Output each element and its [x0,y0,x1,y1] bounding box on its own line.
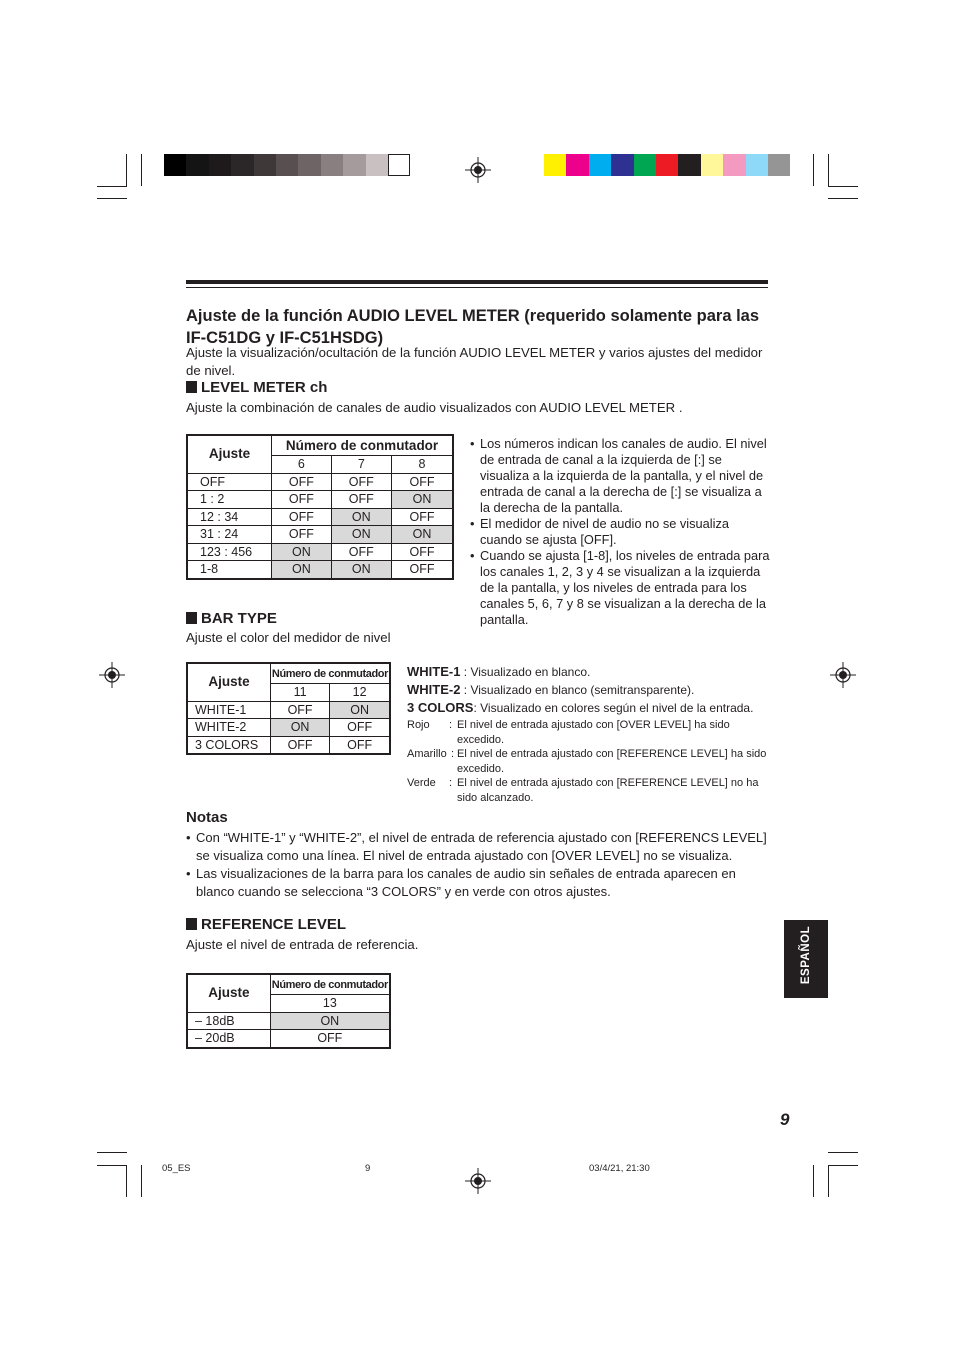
color-swatch [723,154,745,176]
column-header-ajuste: Ajuste [187,663,270,701]
switch-number: 8 [392,456,453,474]
notas-heading: Notas [186,809,228,826]
switch-value: ON [392,526,453,544]
crop-mark [141,1165,142,1197]
registration-mark-icon [830,662,856,688]
table-row [187,491,453,509]
color-swatch [276,154,298,176]
table-row [187,736,390,754]
switch-number: 12 [330,684,390,702]
level-meter-table [186,434,454,580]
color-swatch [366,154,388,176]
reference-level-table [186,973,391,1049]
crop-mark [828,1152,858,1153]
switch-value: ON [331,561,391,579]
color-swatch [231,154,253,176]
notas-list [186,829,776,901]
square-bullet-icon [186,918,197,930]
reference-level-heading: REFERENCE LEVEL [186,916,346,934]
color-swatch [186,154,208,176]
registration-mark-icon [465,1168,491,1194]
table-row [187,508,453,526]
crop-mark [828,198,858,199]
column-header-switch: Número de conmutador [270,974,390,995]
table-row [187,701,390,719]
switch-value: OFF [392,543,453,561]
crop-mark [97,1152,127,1153]
color-definition: Verde : El nivel de entrada ajustado con [REFERENCE LEVEL] no ha sido alcanzado. [407,777,759,804]
footer-page: 9 [365,1163,371,1174]
header-rule-thin [186,287,768,288]
color-swatch [701,154,723,176]
registration-mark-icon [465,157,491,183]
color-definition: Rojo : El nivel de entrada ajustado con [OVER LEVEL] ha sido excedido. [407,719,730,746]
color-swatch [388,154,410,176]
column-header-switch: Número de conmutador [270,663,390,684]
table-row [187,1012,390,1030]
row-label: 31 : 24 [187,526,272,544]
switch-value: ON [270,719,329,737]
color-swatch [343,154,365,176]
level-meter-description: Ajuste la combinación de canales de audio visualizados con AUDIO LEVEL METER . [186,400,683,415]
switch-number: 11 [270,684,329,702]
crop-mark [97,186,127,187]
switch-value: OFF [270,701,329,719]
switch-value: ON [272,543,331,561]
switch-value: OFF [330,736,390,754]
switch-value: OFF [392,508,453,526]
color-swatch [746,154,768,176]
section-title: Ajuste de la función AUDIO LEVEL METER (requerido solamente para las IF-C51DG y IF-C51HSDG) [186,307,760,347]
color-swatch [768,154,790,176]
nota-item: • Con “WHITE-1” y “WHITE-2”, el nivel de entrada de referencia ajustado con [REFERENCS LEVEL] se visualiza como una línea. El nivel de entrada ajustado con [OVER LEVEL] no se visualiza. [186,829,776,865]
switch-value: OFF [392,561,453,579]
color-swatch [209,154,231,176]
row-label: 12 : 34 [187,508,272,526]
switch-number: 7 [331,456,391,474]
table-row [187,526,453,544]
table-row [187,719,390,737]
switch-value: OFF [331,473,391,491]
switch-number: 13 [270,995,390,1013]
bar-type-definitions [407,663,777,805]
switch-value: OFF [272,508,331,526]
switch-number: 6 [272,456,331,474]
switch-value: OFF [272,526,331,544]
row-label: – 20dB [187,1030,270,1048]
color-swatch [611,154,633,176]
crop-mark [126,1165,127,1197]
color-swatch [544,154,566,176]
row-label: 3 COLORS [187,736,270,754]
crop-mark [828,1165,858,1166]
bar-type-table [186,662,391,755]
note-item: • Los números indican los canales de audio. El nivel de entrada de canal a la izquierda de [:] se visualiza a la izquierda de la pantalla, y el nivel de entrada de canal a la derecha de [:] se visualiza a la derecha de la pantalla. [470,436,770,516]
row-label: 1-8 [187,561,272,579]
page-number: 9 [780,1110,790,1129]
crop-mark [813,1165,814,1197]
section-intro: Ajuste la visualización/ocultación de la función AUDIO LEVEL METER y varios ajustes del medidor de nivel. [186,345,763,378]
square-bullet-icon [186,381,197,393]
switch-value: OFF [272,491,331,509]
table-row [187,543,453,561]
crop-mark [97,198,127,199]
switch-value: OFF [331,543,391,561]
row-label: – 18dB [187,1012,270,1030]
row-label: WHITE-1 [187,701,270,719]
level-meter-notes [470,436,770,628]
switch-value: OFF [270,1030,390,1048]
row-label: WHITE-2 [187,719,270,737]
switch-value: OFF [392,473,453,491]
crop-mark [813,154,814,186]
color-swatch [298,154,320,176]
color-swatch [634,154,656,176]
switch-value: ON [272,561,331,579]
switch-value: ON [331,526,391,544]
header-rule [186,280,768,284]
table-row [187,1030,390,1048]
registration-mark-icon [99,662,125,688]
nota-item: • Las visualizaciones de la barra para los canales de audio sin señales de entrada aparecen en blanco cuando se selecciona “3 COLORS” y en verde con otros ajustes. [186,865,776,901]
language-side-tab: ESPAÑOL [784,920,828,998]
crop-mark [97,1165,127,1166]
row-label: 1 : 2 [187,491,272,509]
table-row [187,561,453,579]
level-meter-heading: LEVEL METER ch [186,379,327,397]
switch-value: OFF [270,736,329,754]
color-swatch [678,154,700,176]
color-swatch [321,154,343,176]
crop-mark [828,154,829,186]
color-swatch [589,154,611,176]
switch-value: ON [330,701,390,719]
note-item: • Cuando se ajusta [1-8], los niveles de entrada para los canales 1, 2, 3 y 4 se visualizan a la izquierda de la pantalla, y los niveles de entrada para los canales 5, 6, 7 y 8 se visualizan a la derecha de la pantalla. [470,548,770,628]
footer-file: 05_ES [162,1163,191,1174]
column-header-ajuste: Ajuste [187,974,270,1012]
column-header-switch: Número de conmutador [272,435,453,456]
row-label: 123 : 456 [187,543,272,561]
definition-item: 3 COLORS: Visualizado en colores según el nivel de la entrada. [407,700,754,715]
square-bullet-icon [186,612,197,624]
crop-mark [828,186,858,187]
footer-date: 03/4/21, 21:30 [589,1163,650,1174]
color-swatch [164,154,186,176]
bar-type-description: Ajuste el color del medidor de nivel [186,630,391,645]
color-swatch [254,154,276,176]
color-definition: Amarillo : El nivel de entrada ajustado con [REFERENCE LEVEL] ha sido excedido. [407,748,767,775]
bar-type-heading: BAR TYPE [186,610,277,628]
switch-value: OFF [272,473,331,491]
switch-value: OFF [331,491,391,509]
color-swatch [566,154,588,176]
switch-value: ON [392,491,453,509]
switch-value: ON [331,508,391,526]
reference-level-description: Ajuste el nivel de entrada de referencia. [186,937,419,952]
switch-value: ON [270,1012,390,1030]
switch-value: OFF [330,719,390,737]
note-item: • El medidor de nivel de audio no se visualiza cuando se ajusta [OFF]. [470,516,770,548]
crop-mark [126,154,127,186]
table-row [187,473,453,491]
column-header-ajuste: Ajuste [187,435,272,473]
crop-mark [828,1165,829,1197]
definition-item: WHITE-2 : Visualizado en blanco (semitransparente). [407,682,695,697]
color-swatch [656,154,678,176]
definition-item: WHITE-1 : Visualizado en blanco. [407,664,591,679]
crop-mark [141,154,142,186]
row-label: OFF [187,473,272,491]
